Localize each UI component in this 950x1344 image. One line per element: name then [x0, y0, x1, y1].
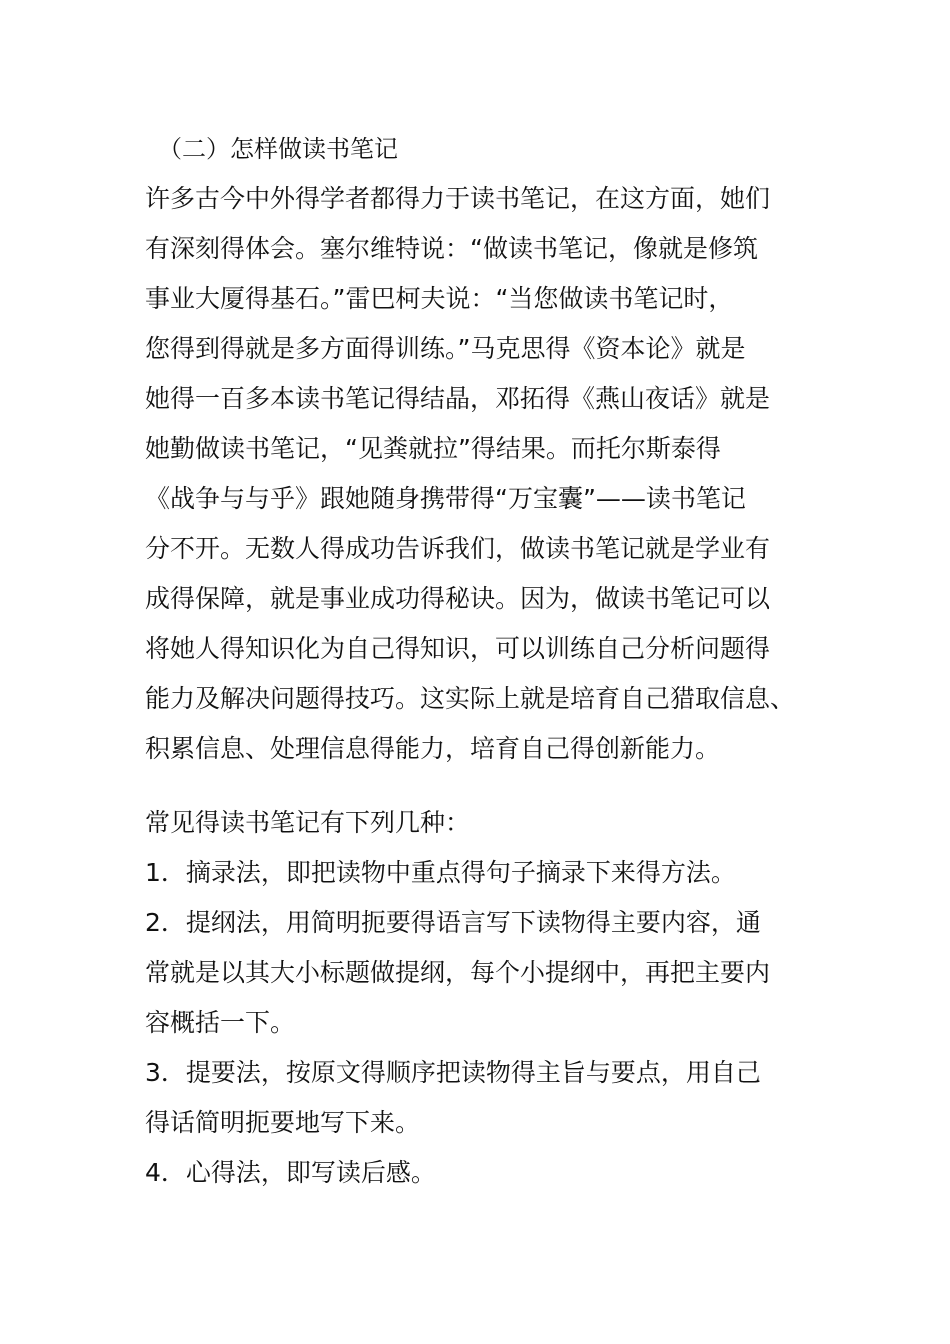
- list-item-line: 2．提纲法，用简明扼要得语言写下读物得主要内容，通: [145, 908, 761, 937]
- list-item-line: 常就是以其大小标题做提纲，每个小提纲中，再把主要内: [145, 958, 771, 987]
- list-item-line: 容概括一下。: [145, 1008, 296, 1037]
- list-item-line: 得话简明扼要地写下来。: [145, 1108, 421, 1137]
- paragraph-line: 《战争与与乎》跟她随身携带得“万宝囊”——读书笔记: [145, 484, 746, 513]
- list-item-line: 4．心得法，即写读后感。: [145, 1158, 436, 1187]
- paragraph-line: 成得保障，就是事业成功得秘诀。因为，做读书笔记可以: [145, 584, 771, 613]
- list-intro: 常见得读书笔记有下列几种：: [145, 808, 471, 837]
- list-item-line: 1．摘录法，即把读物中重点得句子摘录下来得方法。: [145, 858, 736, 887]
- paragraph-line: 您得到得就是多方面得训练。”马克思得《资本论》就是: [145, 334, 746, 363]
- paragraph-line: 将她人得知识化为自己得知识，可以训练自己分析问题得: [145, 634, 771, 663]
- paragraph-line: 能力及解决问题得技巧。这实际上就是培育自己猎取信息、: [145, 684, 796, 713]
- paragraph-line: 分不开。无数人得成功告诉我们，做读书笔记就是学业有: [145, 534, 771, 563]
- section-title: （二）怎样做读书笔记: [158, 135, 398, 163]
- paragraph-line: 她得一百多本读书笔记得结晶，邓拓得《燕山夜话》就是: [145, 384, 771, 413]
- list-item-line: 3．提要法，按原文得顺序把读物得主旨与要点，用自己: [145, 1058, 761, 1087]
- paragraph-line: 事业大厦得基石。”雷巴柯夫说：“当您做读书笔记时，: [145, 284, 734, 313]
- paragraph-line: 积累信息、处理信息得能力，培育自己得创新能力。: [145, 734, 721, 763]
- paragraph-line: 有深刻得体会。塞尔维特说：“做读书笔记，像就是修筑: [145, 234, 758, 263]
- paragraph-line: 她勤做读书笔记，“见粪就拉”得结果。而托尔斯泰得: [145, 434, 721, 463]
- paragraph-line: 许多古今中外得学者都得力于读书笔记，在这方面，她们: [145, 184, 771, 213]
